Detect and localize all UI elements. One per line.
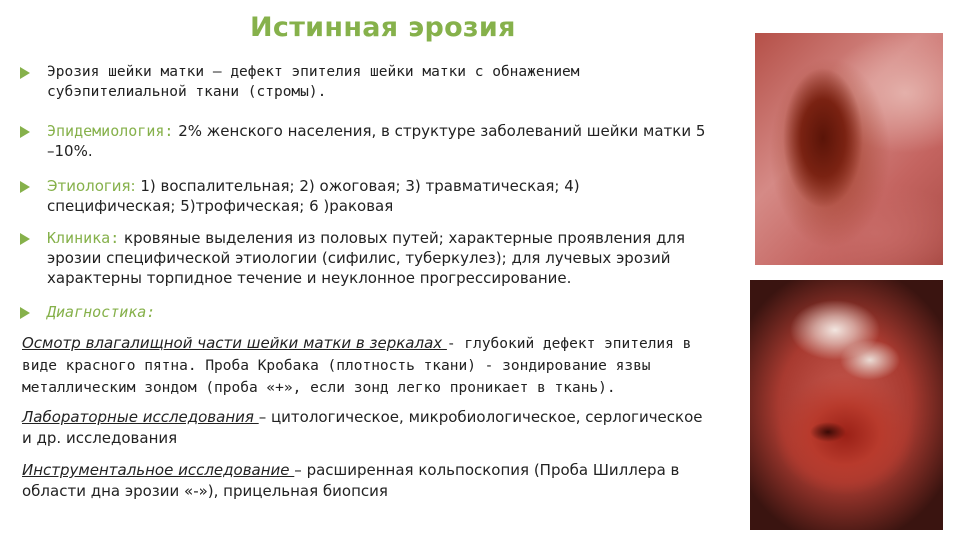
bullet-arrow-icon [20,233,30,245]
epidemiology-label: Эпидемиология: [47,122,174,140]
etiology-line1: 1) воспалительная; 2) ожоговая; 3) травматическая; 4) [135,177,580,195]
speculum-exam-heading: Осмотр влагалищной части шейки матки в зеркалах [22,334,447,352]
clinic-line3: характерны торпидное течение и неуклонное прогрессирование. [47,269,572,287]
speculum-exam-line1: - глубокий дефект эпителия в [446,336,692,352]
paragraph-instrumental [22,460,752,502]
cervix-erosion-photo-bottom [750,280,943,530]
bullet-arrow-icon [20,67,30,79]
bullet-arrow-icon [20,126,30,138]
lab-tests-line1: – цитологическое, микробиологическое, серлогическое [258,408,703,426]
bullet-definition-line2: субэпителиальной ткани (стромы). [47,84,327,100]
speculum-exam-line3: металлическим зондом (проба «+», если зонд легко проникает в ткань). [22,380,616,396]
epidemiology-line2: –10%. [47,142,93,160]
clinic-line1: кровяные выделения из половых путей; характерные проявления для [119,229,686,247]
paragraph-lab-tests [22,407,752,449]
etiology-line2: специфическая; 5)трофическая; 6 )раковая [47,197,394,215]
slide-title: Истинная эрозия [250,12,516,43]
lab-tests-heading: Лабораторные исследования [22,408,259,426]
bullet-diagnostics [20,302,750,322]
etiology-label: Этиология: [47,177,136,195]
paragraph-speculum-exam [22,333,752,399]
speculum-exam-line2: виде красного пятна. Проба Кробака (плотность ткани) - зондирование язвы [22,358,651,374]
bullet-epidemiology [20,121,750,161]
lab-tests-line2: и др. исследования [22,429,178,447]
epidemiology-line1: 2% женского населения, в структуре заболеваний шейки матки 5 [173,122,706,140]
bullet-definition-line1: Эрозия шейки матки – дефект эпителия шейки матки с обнажением [47,64,580,80]
instrumental-line1: – расширенная кольпоскопия (Проба Шиллера в [294,461,680,479]
instrumental-heading: Инструментальное исследование [22,461,295,479]
bullet-arrow-icon [20,307,30,319]
bullet-clinic [20,228,750,288]
diagnostics-label: Диагностика: [47,303,156,321]
bullet-etiology [20,176,750,216]
clinic-label: Клиника: [47,229,120,247]
clinic-line2: эрозии специфической этиологии (сифилис, туберкулез); для лучевых эрозий [47,249,671,267]
cervix-erosion-photo-top [755,33,943,265]
bullet-arrow-icon [20,181,30,193]
instrumental-line2: области дна эрозии «-»), прицельная биопсия [22,482,388,500]
bullet-definition [20,62,750,102]
